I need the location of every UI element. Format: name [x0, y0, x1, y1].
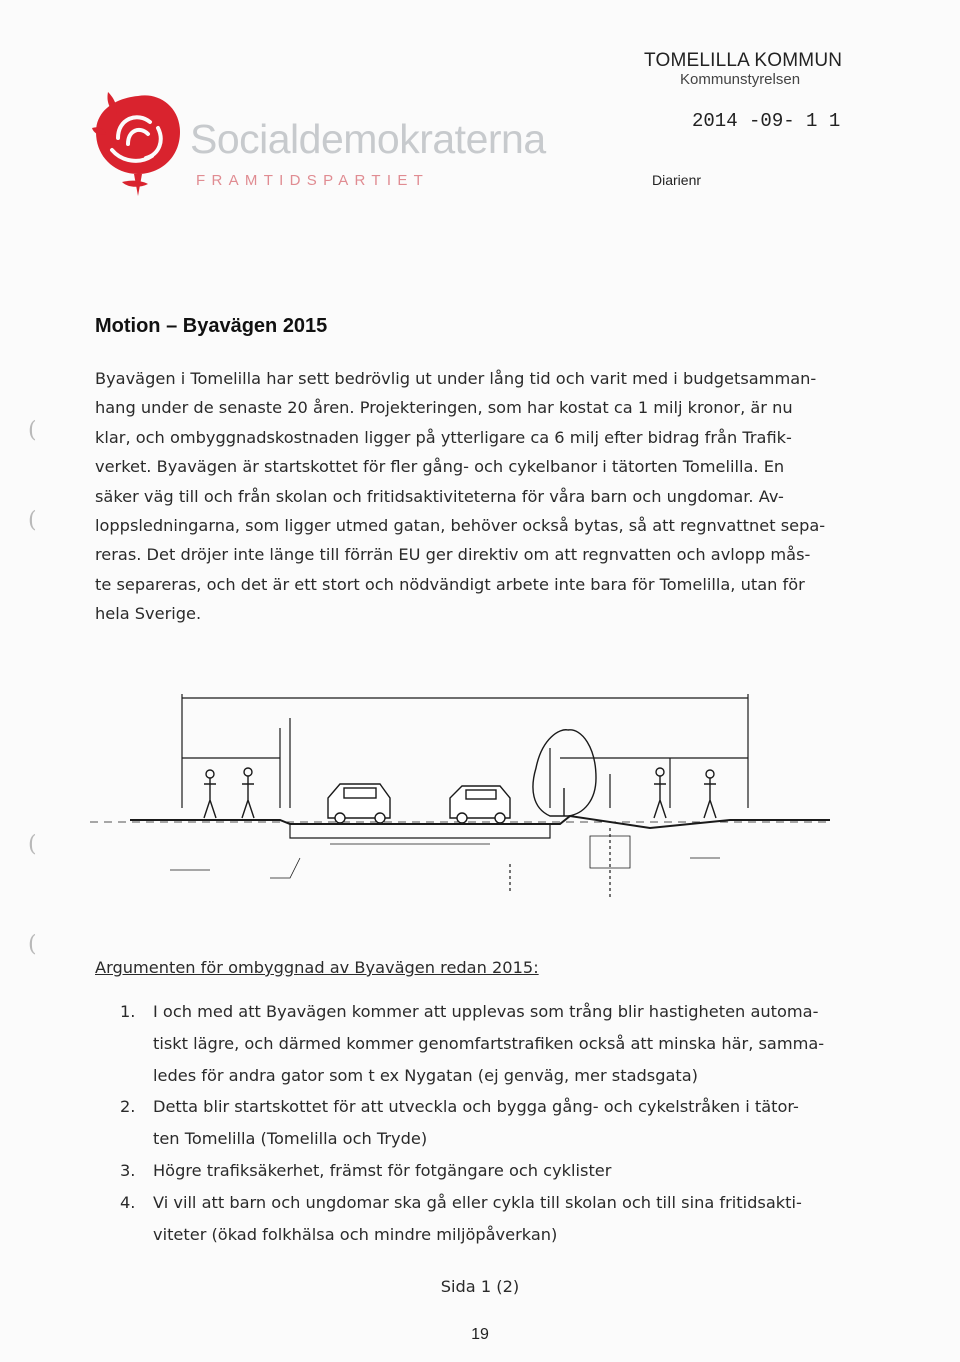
argument-line: Detta blir startskottet för att utveckla och bygga gång- och cykelstråken i tätor-	[153, 1097, 799, 1117]
argument-line: Högre trafiksäkerhet, främst för fotgängare och cyklister	[153, 1160, 612, 1180]
registration-stamp	[644, 50, 843, 188]
page-number: 19	[471, 1326, 489, 1343]
arguments-list	[120, 996, 880, 1250]
body-line: verket. Byavägen är startskottet för fler gång- och cykelbanor i tätorten Tomelilla. En	[95, 457, 785, 477]
body-line: hang under de senaste 20 åren. Projekteringen, som har kostat ca 1 milj kronor, är nu	[95, 398, 793, 418]
stamp-date: 2014 -09- 1 1	[692, 110, 841, 132]
body-line: reras. Det dröjer inte länge till förrän EU ger direktiv om att regnvatten och avlopp mås-	[95, 545, 811, 565]
punch-hole-mark: (	[28, 508, 37, 533]
argument-line: ten Tomelilla (Tomelilla och Tryde)	[153, 1129, 428, 1149]
body-line: hela Sverige.	[95, 604, 202, 624]
argument-item	[120, 1187, 880, 1251]
argument-number: 2.	[120, 1097, 136, 1117]
body-line: säker väg till och från skolan och fritidsaktiviteterna för våra barn och ungdomar. Av-	[95, 486, 784, 506]
stamp-diarienr: Diarienr	[652, 172, 702, 188]
logo-wordmark: Socialdemokraterna	[190, 116, 546, 162]
street-cross-section-drawing	[90, 688, 830, 906]
argument-line: tiskt lägre, och därmed kommer genomfartstrafiken också att minska här, samma-	[153, 1033, 825, 1053]
stamp-organization: TOMELILLA KOMMUN	[644, 50, 843, 71]
rose-logo-icon	[88, 88, 188, 198]
punch-hole-mark: (	[28, 932, 37, 957]
body-line: loppsledningarna, som ligger utmed gatan, behöver också bytas, så att regnvattnet sepa-	[95, 516, 826, 536]
car-icon-2	[450, 786, 510, 823]
page-footer: Sida 1 (2)	[440, 1277, 520, 1296]
argument-line: ledes för andra gator som t ex Nygatan (ej genväg, mer stadsgata)	[153, 1065, 698, 1085]
body-line: te separeras, och det är ett stort och nödvändigt arbete inte bara för Tomelilla, utan för	[95, 574, 805, 594]
argument-item	[120, 1091, 880, 1155]
punch-hole-mark: (	[28, 418, 37, 443]
argument-number: 1.	[120, 1002, 136, 1021]
argument-item	[120, 996, 880, 1091]
argument-line: I och med att Byavägen kommer att upplevas som trång blir hastigheten automa-	[153, 1002, 819, 1021]
argument-item	[120, 1155, 880, 1187]
motion-body	[95, 364, 875, 629]
punch-hole-mark: (	[28, 832, 37, 857]
argument-number: 3.	[120, 1160, 136, 1180]
body-line: klar, och ombyggnadskostnaden ligger på ytterligare ca 6 milj efter bidrag från Trafik-	[95, 427, 792, 447]
arguments-heading: Argumenten för ombyggnad av Byavägen redan 2015:	[95, 958, 539, 977]
argument-number: 4.	[120, 1192, 136, 1212]
car-icon	[328, 784, 390, 823]
logo-tagline: FRAMTIDSPARTIET	[196, 172, 430, 189]
argument-line: Vi vill att barn och ungdomar ska gå eller cykla till skolan och till sina fritidsakti-	[153, 1192, 802, 1212]
argument-line: viteter (ökad folkhälsa och mindre miljöpåverkan)	[153, 1224, 558, 1244]
tree-icon	[533, 730, 596, 816]
document-title: Motion – Byavägen 2015	[95, 315, 328, 337]
body-line: Byavägen i Tomelilla har sett bedrövlig ut under lång tid och varit med i budgetsamman-	[95, 369, 817, 388]
party-logo	[88, 88, 558, 198]
stamp-department: Kommunstyrelsen	[680, 71, 801, 88]
